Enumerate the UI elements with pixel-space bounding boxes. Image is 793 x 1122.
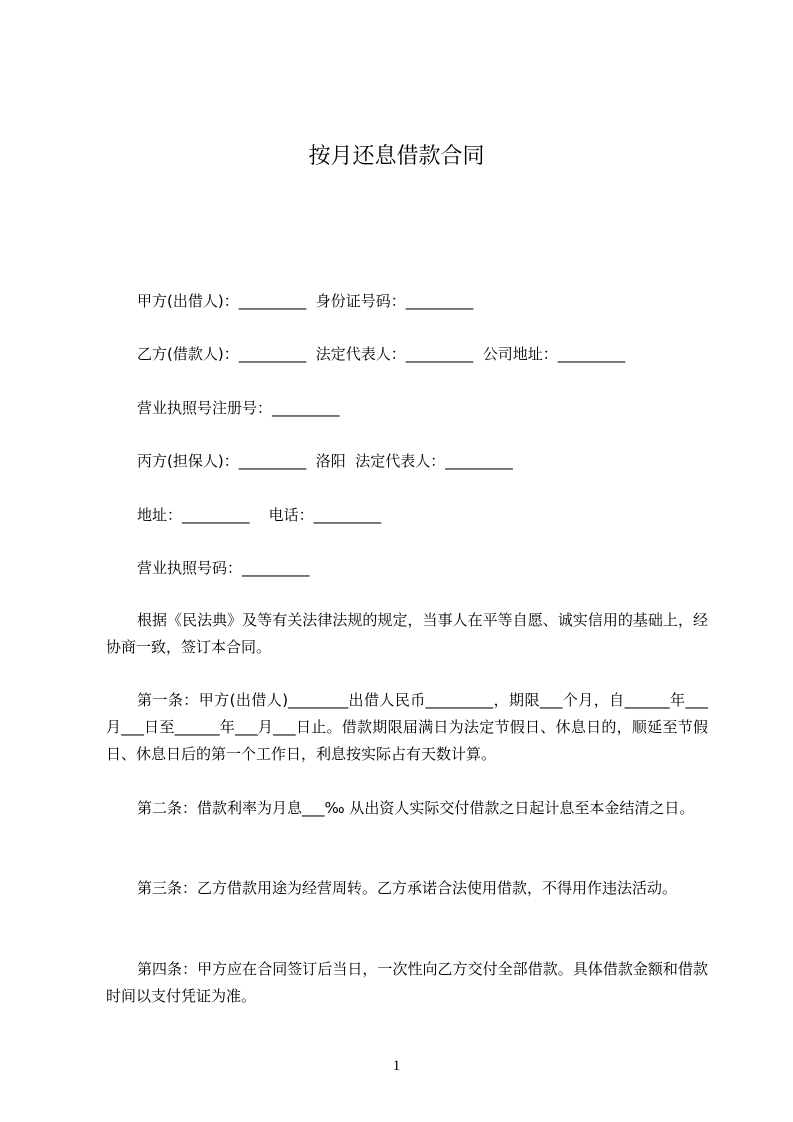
address-phone-line: 地址：_________ 电话：_________	[137, 506, 382, 524]
page-number: 1	[392, 1058, 401, 1074]
party-a-line: 甲方(出借人)：_________ 身份证号码：_________	[137, 292, 474, 310]
document-title: 按月还息借款合同	[308, 144, 485, 169]
article-4-paragraph: 第四条：甲方应在合同签订后当日，一次性向乙方交付全部借款。具体借款金额和借款时间以支付凭证为准。	[106, 960, 708, 1005]
article-3-paragraph: 第三条：乙方借款用途为经营周转。乙方承诺合法使用借款，不得用作违法活动。	[137, 879, 678, 897]
preamble-paragraph: 根据《民法典》及等有关法律法规的规定，当事人在平等自愿、诚实信用的基础上，经协商一致，签订本合同。	[106, 611, 708, 656]
article-2-paragraph: 第二条：借款利率为月息___‰ 从出资人实际交付借款之日起计息至本金结清之日。	[137, 799, 695, 817]
party-c-line: 丙方(担保人)：_________ 洛阳 法定代表人：_________	[137, 452, 513, 470]
business-license-registration-line: 营业执照号注册号：_________	[137, 399, 340, 417]
article-1-paragraph: 第一条：甲方(出借人)________出借人民币_________，期限___个月，自______年___月___日至______年___月___日止。借款期限届满日为法定节假日、休息日的，顺延至节假日、休息日后的第一个工作日，利息按实际占有天数计算。	[106, 691, 708, 763]
party-b-line: 乙方(借款人)：_________ 法定代表人：_________ 公司地址：_________	[137, 345, 626, 363]
business-license-code-line: 营业执照号码：_________	[137, 559, 310, 577]
